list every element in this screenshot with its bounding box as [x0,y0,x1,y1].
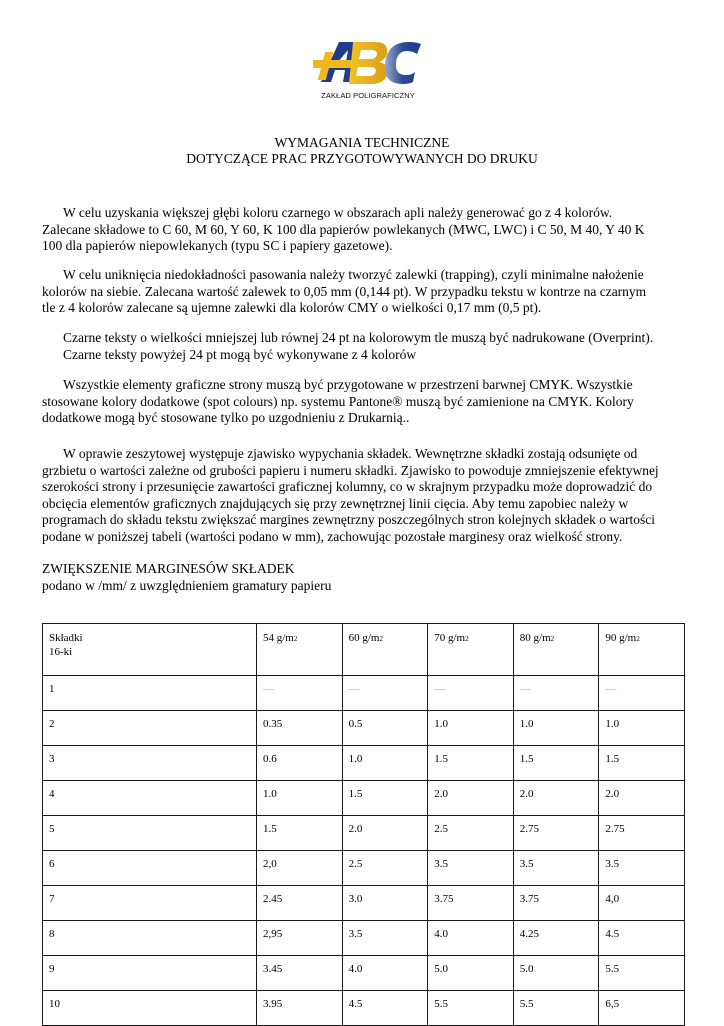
row-label-cell: 9 [43,956,257,991]
paragraph-line: kolorów na siebie. Zalecana wartość zalewek to 0,05 mm (0,144 pt). W przypadku tekstu w kontrze na czarnym [42,283,647,299]
value-cell: 1.0 [257,781,343,816]
header-cell-grammage [428,624,514,676]
paragraph-cmyk [42,377,692,427]
table-row [43,956,685,991]
logo-caption: ZAKŁAD POLIGRAFICZNY [321,91,415,100]
company-logo [313,38,423,100]
paragraph-line: podane w poniższej tabeli (wartości podano w mm), zachowując pozostałe marginesy oraz wielkość strony. [42,528,623,544]
paragraph-line: 100 dla papierów niepowlekanych (typu SC i papiery gazetowe). [42,238,393,253]
value-cell: 1.0 [428,711,514,746]
table-row [43,676,685,711]
value-cell: 5.0 [513,956,599,991]
paragraph-line: szerokości strony i przesunięcie zawartości graficznej kolumny, co w skrajnym przypadku może doprowadzić do [42,479,653,494]
document-title [0,135,724,167]
value-cell: 1.5 [599,746,685,781]
value-cell: 2.0 [599,781,685,816]
paragraph-trapping [42,267,692,317]
table-row [43,886,685,921]
value-cell: 2,0 [257,851,343,886]
paragraph-line: stosowane kolory dodatkowe (spot colours) np. systemu Pantone® muszą być zamienione na CMYK. Kolory [42,393,634,409]
grammage-unit-sub: 2 [293,635,298,643]
row-label-cell: 5 [43,816,257,851]
header-label: Składki [49,632,83,644]
grammage-value: 60 g/m [348,632,380,644]
table-row [43,991,685,1026]
header-cell-grammage [257,624,343,676]
paragraph-overprint [42,330,692,363]
value-cell: 1.0 [599,711,685,746]
section-heading [42,561,331,594]
header-cell-skladki [43,624,257,676]
table-row [43,921,685,956]
value-cell: 3.95 [257,991,343,1026]
value-cell: 4,0 [599,886,685,921]
value-cell: 3.0 [342,886,428,921]
value-cell: 3.5 [599,851,685,886]
table-row [43,816,685,851]
value-cell: 1.0 [342,746,428,781]
paragraph-line: Czarne teksty powyżej 24 pt mogą być wykonywane z 4 kolorów [63,346,417,362]
section-title: ZWIĘKSZENIE MARGINESÓW SKŁADEK [42,561,295,576]
value-cell: — [599,676,685,711]
paragraph-black-depth [42,205,692,255]
value-cell: 3.75 [513,886,599,921]
grammage-value: 90 g/m [605,632,637,644]
value-cell: — [513,676,599,711]
row-label-cell: 10 [43,991,257,1026]
value-cell: 0.5 [342,711,428,746]
value-cell: 2.75 [513,816,599,851]
row-label-cell: 6 [43,851,257,886]
value-cell: 5.0 [428,956,514,991]
paragraph-line: grzbietu o wartości zależne od grubości papieru i numeru składki. Zjawisko to powoduje zmniejszenie efektywnej [42,462,659,478]
value-cell: 1.5 [257,816,343,851]
grammage-value: 54 g/m [263,632,294,644]
value-cell: 3.5 [513,851,599,886]
value-cell: 2.0 [342,816,428,851]
value-cell: 4.0 [428,921,514,956]
value-cell: — [342,676,428,711]
value-cell: 1.5 [428,746,514,781]
grammage-unit-sub: 2 [465,635,469,643]
header-cell-grammage [342,624,428,676]
value-cell: — [257,676,343,711]
value-cell: 5.5 [513,991,599,1026]
paragraph-line: W celu uzyskania większej głębi koloru czarnego w obszarach apli należy generować go z 4 kolorów. [63,205,613,220]
paragraph-line: Czarne teksty o wielkości mniejszej lub równej 24 pt na kolorowym tle muszą być nadrukowane (Overprint). [63,330,654,345]
value-cell: 3.75 [428,886,514,921]
value-cell: 6,5 [599,991,685,1026]
header-cell-grammage [513,624,599,676]
value-cell: 0.35 [257,711,343,746]
paragraph-line: programach do składu tekstu zwiększać margines zewnętrzny poszczególnych stron kolejnych składek o wartości [42,512,656,527]
value-cell: 3.5 [428,851,514,886]
section-subtitle: podano w /mm/ z uwzględnieniem gramatury papieru [42,577,332,593]
value-cell: 4.0 [342,956,428,991]
value-cell: 3.5 [342,921,428,956]
table-row [43,781,685,816]
grammage-value: 80 g/m [519,632,551,644]
title-line-1: WYMAGANIA TECHNICZNE [274,135,450,150]
value-cell: — [428,676,514,711]
abc-logo-icon [313,38,423,90]
value-cell: 1.5 [342,781,428,816]
grammage-value: 70 g/m [434,632,466,644]
value-cell: 1.0 [513,711,599,746]
header-label-sub: 16-ki [49,646,73,658]
value-cell: 1.5 [513,746,599,781]
table-row [43,746,685,781]
table-row [43,711,685,746]
title-line-2: DOTYCZĄCE PRAC PRZYGOTOWYWANYCH DO DRUKU [186,151,538,166]
paragraph-line: Wszystkie elementy graficzne strony muszą być przygotowane w przestrzeni barwnej CMYK. Wszystkie [63,377,633,392]
value-cell: 2,95 [257,921,343,956]
paragraph-line: tle z 4 kolorów zalecane są ujemne zalewki dla kolorów CMY o wielkości 0,17 mm (0,5 pt). [42,300,542,315]
value-cell: 3.45 [257,956,343,991]
paragraph-creep [42,446,692,545]
value-cell: 2.5 [342,851,428,886]
value-cell: 2.5 [428,816,514,851]
row-label-cell: 8 [43,921,257,956]
row-label-cell: 1 [43,676,257,711]
paragraph-line: obcięcia elementów graficznych znajdujących się przy zewnętrznej linii cięcia. Aby temu zapobiec należy w [42,495,629,511]
header-cell-grammage [599,624,685,676]
value-cell: 2.0 [513,781,599,816]
margins-table [42,623,685,1026]
value-cell: 4.25 [513,921,599,956]
table-row [43,851,685,886]
paragraph-line: W celu uniknięcia niedokładności pasowania należy tworzyć zalewki (trapping), czyli minimalne nałożenie [63,267,644,282]
table-header-row [43,624,685,676]
grammage-unit-sub: 2 [550,635,555,643]
value-cell: 5.5 [599,956,685,991]
value-cell: 2.45 [257,886,343,921]
paragraph-line: Zalecane składowe to C 60, M 60, Y 60, K 100 dla papierów powlekanych (MWC, LWC) i C 50, M 40, Y 40 K [42,221,645,237]
row-label-cell: 7 [43,886,257,921]
value-cell: 4.5 [342,991,428,1026]
row-label-cell: 2 [43,711,257,746]
paragraph-line: W oprawie zeszytowej występuje zjawisko wypychania składek. Wewnętrzne składki zostają odsunięte od [63,446,638,461]
value-cell: 5.5 [428,991,514,1026]
paragraph-line: dodatkowe mogą być stosowane tylko po uzgodnieniu z Drukarnią.. [42,410,410,425]
grammage-unit-sub: 2 [636,635,640,643]
row-label-cell: 4 [43,781,257,816]
row-label-cell: 3 [43,746,257,781]
value-cell: 4.5 [599,921,685,956]
value-cell: 2.0 [428,781,514,816]
value-cell: 2.75 [599,816,685,851]
grammage-unit-sub: 2 [379,635,383,643]
value-cell: 0.6 [257,746,343,781]
